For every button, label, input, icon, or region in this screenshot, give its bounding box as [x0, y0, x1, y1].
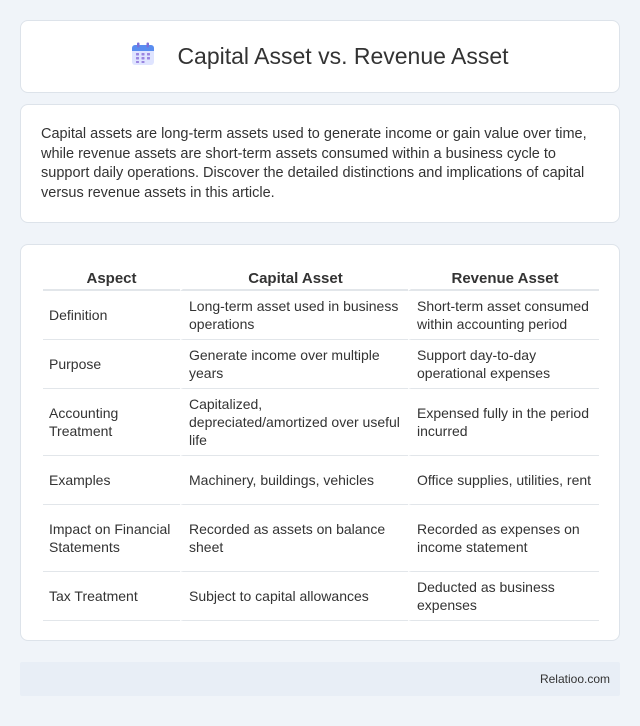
- page-title: Capital Asset vs. Revenue Asset: [177, 43, 509, 69]
- footer-brand: Relatioo.com: [539, 672, 610, 686]
- table-cell-revenue: Support day-to-day operational expenses: [408, 340, 599, 389]
- table-cell-revenue: Expensed fully in the period incurred: [408, 389, 599, 456]
- table-cell-revenue: Short-term asset consumed within accounting period: [408, 291, 599, 340]
- intro-text: Capital assets are long-term assets used to generate income or gain value over time, while revenue assets are short-term assets consumed within a business cycle to support daily operations. Discover the detailed distinctions and implications of capital versus revenue assets in this article.: [41, 126, 587, 201]
- table-cell-aspect: Purpose: [43, 340, 180, 389]
- table-cell-aspect: Definition: [43, 291, 180, 340]
- table-cell-aspect: Impact on Financial Statements: [43, 505, 180, 572]
- table-cell-aspect: Examples: [43, 456, 180, 505]
- intro-card: [20, 104, 620, 223]
- table-row: [43, 505, 599, 572]
- table-row: [43, 389, 599, 456]
- table-cell-revenue: Recorded as expenses on income statement: [408, 505, 599, 572]
- header-card: [20, 20, 620, 93]
- table-cell-capital: Generate income over multiple years: [180, 340, 408, 389]
- comparison-table: [43, 268, 599, 621]
- column-header-capital-asset: Capital Asset: [180, 268, 408, 291]
- footer: [20, 662, 620, 696]
- table-cell-capital: Machinery, buildings, vehicles: [180, 456, 408, 505]
- comparison-card: [20, 244, 620, 641]
- table-row: [43, 291, 599, 340]
- table-cell-capital: Recorded as assets on balance sheet: [180, 505, 408, 572]
- column-header-revenue-asset: Revenue Asset: [408, 268, 599, 291]
- table-cell-revenue: Office supplies, utilities, rent: [408, 456, 599, 505]
- table-cell-capital: Subject to capital allowances: [180, 572, 408, 621]
- table-cell-aspect: Tax Treatment: [43, 572, 180, 621]
- table-cell-capital: Capitalized, depreciated/amortized over useful life: [180, 389, 408, 456]
- table-cell-aspect: Accounting Treatment: [43, 389, 180, 456]
- calendar-icon: [131, 42, 155, 71]
- table-row: [43, 340, 599, 389]
- table-cell-capital: Long-term asset used in business operations: [180, 291, 408, 340]
- table-header-row: [43, 268, 599, 291]
- table-cell-revenue: Deducted as business expenses: [408, 572, 599, 621]
- table-row: [43, 572, 599, 621]
- table-row: [43, 456, 599, 505]
- column-header-aspect: Aspect: [43, 268, 180, 291]
